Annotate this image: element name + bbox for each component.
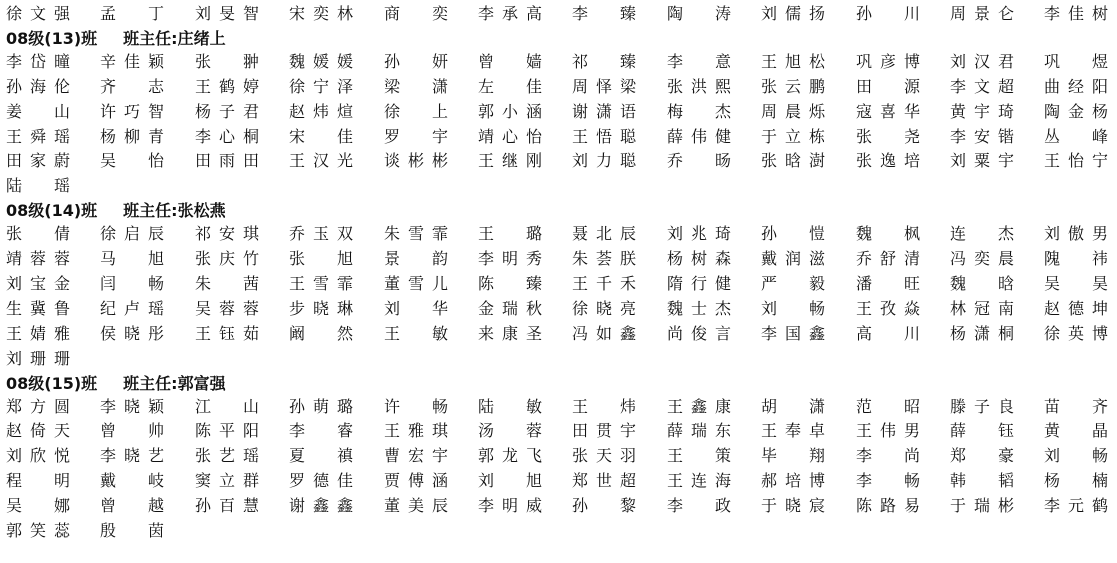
name-row [6,272,1112,297]
student-name: 乔玉双 [289,224,353,244]
student-name: 阚 然 [289,323,353,343]
student-name: 李 臻 [572,4,636,23]
student-name: 吴 怡 [100,151,164,171]
student-name: 曾 越 [100,496,164,516]
student-name: 孙 黎 [572,496,636,516]
student-name: 王鑫康 [667,396,731,416]
student-name: 夏 禛 [289,446,353,466]
student-name: 吴 昊 [1044,274,1108,294]
student-name: 毕 翔 [761,446,825,466]
student-name: 宋 佳 [289,126,353,146]
student-name: 巩彦博 [856,51,920,71]
student-name: 田 源 [856,76,920,96]
name-row [6,149,1112,174]
student-name: 刘宝金 [6,274,70,294]
student-name: 张晗澍 [761,151,825,171]
student-name: 张艺瑶 [195,446,259,466]
name-row [6,395,1112,420]
student-name: 贾傅涵 [384,471,448,491]
student-name: 陶 涛 [667,4,731,23]
student-name: 郑 豪 [950,446,1014,466]
student-name: 李 意 [667,51,731,71]
student-name: 薛伟健 [667,126,731,146]
student-name: 刘力聪 [572,151,636,171]
student-name: 于立栋 [761,126,825,146]
student-name: 连 杰 [950,224,1014,244]
student-name: 郭小涵 [478,101,542,121]
student-name: 巩 煜 [1044,51,1108,71]
student-name: 陈平阳 [195,421,259,441]
student-name: 孙百慧 [195,496,259,516]
student-name: 殷 茵 [100,521,164,541]
student-name: 田贯宇 [572,421,636,441]
student-name: 江 山 [195,396,259,416]
student-name: 王舜瑶 [6,126,70,146]
student-name: 张云鹏 [761,76,825,96]
student-name: 商 奕 [384,4,448,23]
student-name: 纪卢瑶 [100,298,164,318]
student-name: 李明威 [478,496,542,516]
class-header [6,199,1112,222]
student-name: 李心桐 [195,126,259,146]
student-name: 隗 祎 [1044,249,1108,269]
name-row [6,75,1112,100]
student-name: 潘 旺 [856,274,920,294]
student-name: 齐 志 [100,76,164,96]
student-name: 杨潇桐 [950,323,1014,343]
student-name: 李晓艺 [100,446,164,466]
student-name: 李 睿 [289,421,353,441]
student-name: 王 敏 [384,323,448,343]
name-row [6,519,1112,544]
student-name: 王雪霏 [289,274,353,294]
student-name: 王怡宁 [1044,151,1108,171]
student-name: 韩 韬 [950,471,1014,491]
student-name: 乔 旸 [667,151,731,171]
student-name: 于晓宸 [761,496,825,516]
student-name: 董雪儿 [384,274,448,294]
class-roster-document [6,2,1112,544]
class-header [6,372,1112,395]
student-name: 郭笑蕊 [6,521,70,541]
student-name: 王孜焱 [856,298,920,318]
student-name: 李元鹤 [1044,496,1108,516]
student-name: 薛瑞东 [667,421,731,441]
student-name: 曾 帅 [100,421,164,441]
student-name: 金瑞秋 [478,298,542,318]
student-name: 王 璐 [478,224,542,244]
student-name: 戴润滋 [761,249,825,269]
student-name: 魏 晗 [950,274,1014,294]
student-name: 徐启辰 [100,224,164,244]
student-name: 王连海 [667,471,731,491]
class-label: 08级(14)班 [6,201,98,221]
student-name: 谢鑫鑫 [289,496,353,516]
student-name: 戴 岐 [100,471,164,491]
student-name: 王伟男 [856,421,920,441]
student-name: 张 尧 [856,126,920,146]
student-name: 陈 臻 [478,274,542,294]
student-name: 刘 畅 [761,298,825,318]
student-name: 王 策 [667,446,731,466]
name-row [6,100,1112,125]
student-name: 景 韵 [384,249,448,269]
student-name: 陆 敏 [478,396,542,416]
student-name: 李晓颖 [100,396,164,416]
student-name: 曹宏宇 [384,446,448,466]
student-name: 李承高 [478,4,542,23]
student-name: 朱 茜 [195,274,259,294]
student-name: 郑方圆 [6,396,70,416]
student-name: 祁 臻 [572,51,636,71]
student-name: 田雨田 [195,151,259,171]
student-name: 郑世超 [572,471,636,491]
student-name: 李 政 [667,496,731,516]
student-name: 王千禾 [572,274,636,294]
name-row [6,2,1112,27]
student-name: 滕子良 [950,396,1014,416]
name-row [6,125,1112,150]
student-name: 冯如鑫 [572,323,636,343]
name-row [6,419,1112,444]
student-name: 董美辰 [384,496,448,516]
student-name: 闫 畅 [100,274,164,294]
student-name: 许巧智 [100,101,164,121]
student-name: 李明秀 [478,249,542,269]
name-row [6,469,1112,494]
student-name: 陶金杨 [1044,101,1108,121]
student-name: 尚俊言 [667,323,731,343]
student-name: 王鹤婷 [195,76,259,96]
student-name: 王婧雅 [6,323,70,343]
class-header [6,27,1112,50]
student-name: 曲经阳 [1044,76,1108,96]
name-row [6,247,1112,272]
student-name: 寇喜华 [856,101,920,121]
student-name: 许 畅 [384,396,448,416]
student-name: 刘儒扬 [761,4,825,23]
student-name: 孙 愷 [761,224,825,244]
student-name: 胡 潇 [761,396,825,416]
student-name: 郭龙飞 [478,446,542,466]
student-name: 杨子君 [195,101,259,121]
name-row [6,347,1112,372]
student-name: 孟 丁 [100,4,164,23]
student-name: 徐晓亮 [572,298,636,318]
student-name: 张天羽 [572,446,636,466]
head-teacher-label: 班主任:张松燕 [123,201,226,221]
student-name: 丛 峰 [1044,126,1108,146]
student-name: 范 昭 [856,396,920,416]
name-row [6,297,1112,322]
student-name: 李岱曈 [6,51,70,71]
student-name: 周怿梁 [572,76,636,96]
student-name: 高 川 [856,323,920,343]
student-name: 曾 嫱 [478,51,542,71]
student-name: 刘珊珊 [6,348,70,368]
name-row [6,174,1112,199]
student-name: 左 佳 [478,76,542,96]
student-name: 李 尚 [856,446,920,466]
student-name: 来康圣 [478,323,542,343]
student-name: 赵炜煊 [289,101,353,121]
student-name: 王旭松 [761,51,825,71]
student-name: 聂北辰 [572,224,636,244]
student-name: 孙 妍 [384,51,448,71]
student-name: 谈彬彬 [384,151,448,171]
student-name: 王钰茹 [195,323,259,343]
student-name: 刘 华 [384,298,448,318]
student-name: 汤 蓉 [478,421,542,441]
student-name: 李安锴 [950,126,1014,146]
student-name: 刘 旭 [478,471,542,491]
student-name: 严 毅 [761,274,825,294]
student-name: 赵倚天 [6,421,70,441]
student-name: 杨柳青 [100,126,164,146]
student-name: 魏媛媛 [289,51,353,71]
student-name: 徐文强 [6,4,70,23]
class-label: 08级(13)班 [6,28,98,48]
student-name: 孙海伦 [6,76,70,96]
student-name: 刘汉君 [950,51,1014,71]
student-name: 朱雪霏 [384,224,448,244]
student-name: 陆 瑶 [6,176,70,196]
student-name: 黄宇琦 [950,101,1014,121]
student-name: 吴蓉蓉 [195,298,259,318]
student-name: 田家蔚 [6,151,70,171]
name-row [6,322,1112,347]
student-name: 李佳树 [1044,4,1108,23]
student-name: 陈路易 [856,496,920,516]
student-name: 乔舒清 [856,249,920,269]
student-name: 王汉光 [289,151,353,171]
student-name: 于瑞彬 [950,496,1014,516]
student-name: 王继刚 [478,151,542,171]
student-name: 王雅琪 [384,421,448,441]
student-name: 苗 齐 [1044,396,1108,416]
student-name: 杨树森 [667,249,731,269]
student-name: 郝培博 [761,471,825,491]
student-name: 侯晓彤 [100,323,164,343]
student-name: 魏士杰 [667,298,731,318]
student-name: 刘傲男 [1044,224,1108,244]
student-name: 徐英博 [1044,323,1108,343]
head-teacher-label: 班主任:郭富强 [123,373,226,393]
student-name: 刘 畅 [1044,446,1108,466]
student-name: 李文超 [950,76,1014,96]
name-row [6,222,1112,247]
student-name: 刘旻智 [195,4,259,23]
student-name: 宋奕林 [289,4,353,23]
student-name: 步晓琳 [289,298,353,318]
student-name: 靖心怡 [478,126,542,146]
student-name: 朱荟朕 [572,249,636,269]
student-name: 孙萌璐 [289,396,353,416]
student-name: 魏 枫 [856,224,920,244]
student-name: 窦立群 [195,471,259,491]
student-name: 黄 晶 [1044,421,1108,441]
student-name: 谢潇语 [572,101,636,121]
student-name: 张洪熙 [667,76,731,96]
name-row [6,444,1112,469]
student-name: 薛 钰 [950,421,1014,441]
class-label: 08级(15)班 [6,373,98,393]
student-name: 吴 娜 [6,496,70,516]
student-name: 程 明 [6,471,70,491]
student-name: 杨 楠 [1044,471,1108,491]
student-name: 祁安琪 [195,224,259,244]
head-teacher-label: 班主任:庄绪上 [123,28,226,48]
student-name: 王 炜 [572,396,636,416]
student-name: 孙 川 [856,4,920,23]
student-name: 刘粟宇 [950,151,1014,171]
student-name: 张 旭 [289,249,353,269]
student-name: 王奉卓 [761,421,825,441]
student-name: 王悟聪 [572,126,636,146]
student-name: 姜 山 [6,101,70,121]
student-name: 李国鑫 [761,323,825,343]
student-name: 张庆竹 [195,249,259,269]
student-name: 罗 宇 [384,126,448,146]
student-name: 罗德佳 [289,471,353,491]
student-name: 生冀鲁 [6,298,70,318]
student-name: 张逸培 [856,151,920,171]
student-name: 梁 潇 [384,76,448,96]
student-name: 刘欣悦 [6,446,70,466]
student-name: 辛佳颖 [100,51,164,71]
student-name: 张 翀 [195,51,259,71]
student-name: 梅 杰 [667,101,731,121]
student-name: 冯奕晨 [950,249,1014,269]
student-name: 刘兆琦 [667,224,731,244]
student-name: 马 旭 [100,249,164,269]
student-name: 隋行健 [667,274,731,294]
name-row [6,50,1112,75]
student-name: 李 畅 [856,471,920,491]
name-row [6,494,1112,519]
student-name: 靖蓉蓉 [6,249,70,269]
student-name: 徐 上 [384,101,448,121]
student-name: 赵德坤 [1044,298,1108,318]
student-name: 林冠南 [950,298,1014,318]
student-name: 周晨烁 [761,101,825,121]
student-name: 周景仑 [950,4,1014,23]
student-name: 徐宁泽 [289,76,353,96]
student-name: 张 倩 [6,224,70,244]
